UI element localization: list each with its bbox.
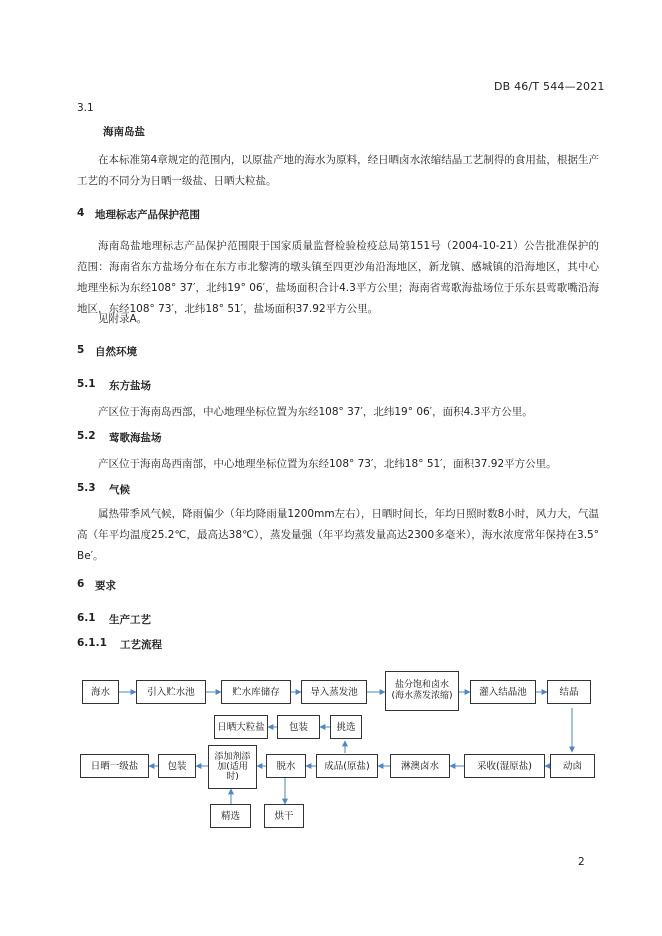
flow-step-sort: 挑选 (330, 715, 362, 739)
section-5-1-title: 东方盐场 (109, 380, 151, 392)
section-5-3-number: 5.3 (77, 482, 96, 494)
section-6-1-1-number: 6.1.1 (77, 637, 107, 649)
flow-step-product: 成品(原盐) (316, 754, 378, 778)
flow-step-brine: 盐分饱和卤水(海水蒸发浓缩) (385, 671, 459, 711)
flow-step-seawater: 海水 (82, 680, 119, 704)
section-5-2-title: 莺歌海盐场 (109, 432, 162, 444)
flow-step-refine: 精选 (210, 804, 251, 828)
flow-step-stir: 动卤 (550, 754, 595, 778)
section-5-3-title: 气候 (109, 484, 130, 496)
flow-step-evaporation: 导入蒸发池 (301, 680, 367, 704)
flow-step-pack-bottom: 包装 (158, 754, 196, 778)
flow-step-leach: 淋澳卤水 (390, 754, 450, 778)
section-5-2-text: 产区位于海南岛西南部，中心地理坐标位置为东经108° 73′，北纬18° 51′，面积37.92平方公里。 (98, 458, 557, 470)
flow-step-coarse-salt: 日晒大粒盐 (214, 715, 268, 739)
flow-step-additive: 添加剂添加(适用时) (208, 745, 257, 789)
flow-step-pack-top: 包装 (277, 715, 320, 739)
section-4-appendix-ref: 见附录A。 (98, 313, 148, 325)
section-6-number: 6 (77, 578, 85, 590)
section-3-1-definition: 在本标准第4章规定的范围内，以原盐产地的海水为原料，经日晒卤水浓缩结晶工艺制得的食用盐，根据生产工艺的不同分为日晒一级盐、日晒大粒盐。 (77, 154, 599, 187)
doc-code: DB 46/T 544—2021 (494, 80, 605, 93)
flow-step-crystallize: 结晶 (547, 680, 591, 704)
flow-step-intake: 引入贮水池 (136, 680, 206, 704)
section-3-1-term: 海南岛盐 (103, 126, 145, 138)
section-5-title: 自然环境 (95, 346, 137, 358)
flow-step-crystal-pool: 灌入结晶池 (470, 680, 536, 704)
section-5-3-text: 属热带季风气候，降雨偏少（年均降雨量1200mm左右），日晒时间长，年均日照时数8小时，风力大，气温高（年平均温度25.2℃，最高达38℃），蒸发量强（年平均蒸发量高达2300多毫米），海水浓度常年保持在3.5° Be′。 (77, 508, 599, 562)
section-5-number: 5 (77, 344, 85, 356)
section-6-title: 要求 (95, 580, 116, 592)
flow-step-dehydrate: 脱水 (266, 754, 306, 778)
flow-step-storage: 贮水库储存 (221, 680, 291, 704)
section-4-number: 4 (77, 207, 85, 219)
page-number: 2 (578, 856, 585, 868)
section-6-1-number: 6.1 (77, 612, 96, 624)
section-5-2-number: 5.2 (77, 430, 96, 442)
section-4-paragraph: 海南岛盐地理标志产品保护范围限于国家质量监督检验检疫总局第151号（2004-10-21）公告批准保护的范围：海南省东方盐场分布在东方市北黎湾的墩头镇至四更沙角沿海地区，新龙镇、感城镇的沿海地区，其中心地理坐标为东经108° 37′，北纬19° 06′，盐场面积合计4.3平方公里；海南省莺歌海盐场位于乐东县莺歌嘴沿海地区，东经108° 73′，北纬18° 51′，盐场面积37.92平方公里。 (77, 240, 599, 315)
section-6-1-title: 生产工艺 (109, 614, 151, 626)
section-5-1-text: 产区位于海南岛西部，中心地理坐标位置为东经108° 37′，北纬19° 06′，面积4.3平方公里。 (98, 406, 533, 418)
section-3-1-number: 3.1 (77, 102, 94, 114)
section-5-1-number: 5.1 (77, 378, 96, 390)
section-4-title: 地理标志产品保护范围 (95, 209, 200, 221)
section-6-1-1-title: 工艺流程 (120, 639, 162, 651)
flow-step-grade1-salt: 日晒一级盐 (80, 754, 149, 778)
flow-step-dry: 烘干 (264, 804, 304, 828)
flow-step-harvest: 采收(湿原盐) (464, 754, 545, 778)
